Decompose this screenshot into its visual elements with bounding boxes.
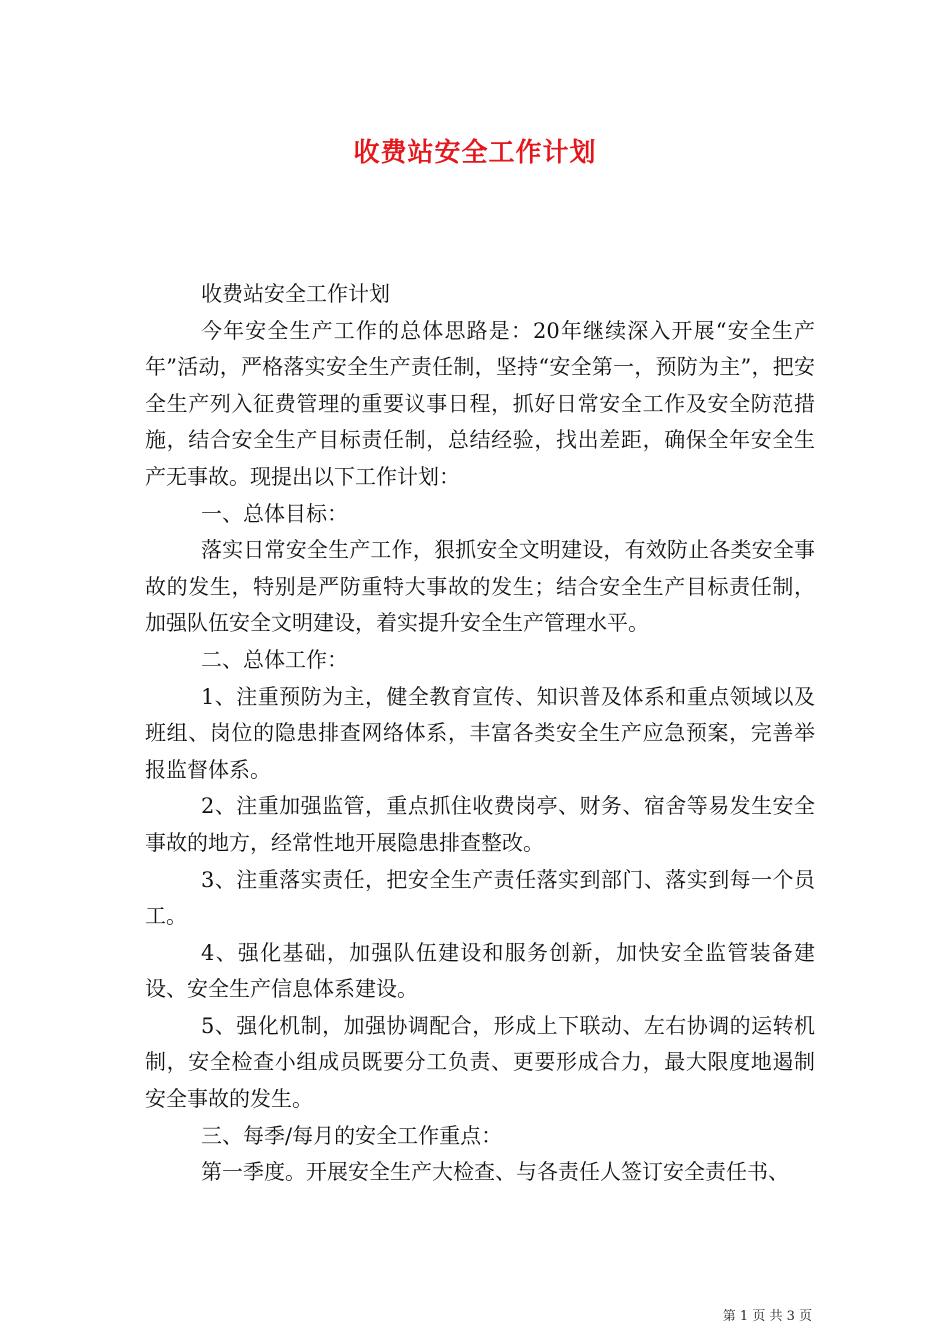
list-item-5: 5、强化机制，加强协调配合，形成上下联动、左右协调的运转机制，安全检查小组成员既要分工负责、更要形成合力，最大限度地遏制安全事故的发生。 — [145, 1013, 815, 1112]
section-heading-3: 三、每季/每月的安全工作重点： — [201, 1123, 503, 1148]
list-item-3: 3、注重落实责任，把安全生产责任落实到部门、落实到每一个员工。 — [145, 867, 815, 929]
list-item-2: 2、注重加强监管，重点抓住收费岗亭、财务、宿舍等易发生安全事故的地方，经常性地开展隐患排查整改。 — [145, 794, 815, 855]
paragraph-goals: 落实日常安全生产工作，狠抓安全文明建设，有效防止各类安全事故的发生，特别是严防重特大事故的发生；结合安全生产目标责任制，加强队伍安全文明建设，着实提升安全生产管理水平。 — [145, 538, 815, 636]
section-heading-2: 二、总体工作： — [201, 647, 348, 672]
paragraph-q1: 第一季度。开展安全生产大检查、与各责任人签订安全责任书、 — [201, 1160, 789, 1185]
section-heading-1: 一、总体目标： — [201, 501, 348, 526]
paragraph-heading: 收费站安全工作计划 — [201, 282, 390, 306]
list-item-1: 1、注重预防为主，健全教育宣传、知识普及体系和重点领域以及班组、岗位的隐患排查网络体系，丰富各类安全生产应急预案，完善举报监督体系。 — [145, 684, 815, 782]
document-title: 收费站安全工作计划 — [353, 138, 597, 168]
list-item-4: 4、强化基础，加强队伍建设和服务创新，加快安全监管装备建设、安全生产信息体系建设。 — [145, 940, 815, 1002]
document-body — [145, 276, 815, 1191]
page-number: 第 1 页 共 3 页 — [722, 1309, 812, 1324]
paragraph-intro: 今年安全生产工作的总体思路是：20年继续深入开展“安全生产年”活动，严格落实安全生产责任制，坚持“安全第一，预防为主”，把安全生产列入征费管理的重要议事日程，抓好日常安全工作及安全防范措施，结合安全生产目标责任制，总结经验，找出差距，确保全年安全生产无事故。现提出以下工作计划： — [145, 318, 815, 489]
